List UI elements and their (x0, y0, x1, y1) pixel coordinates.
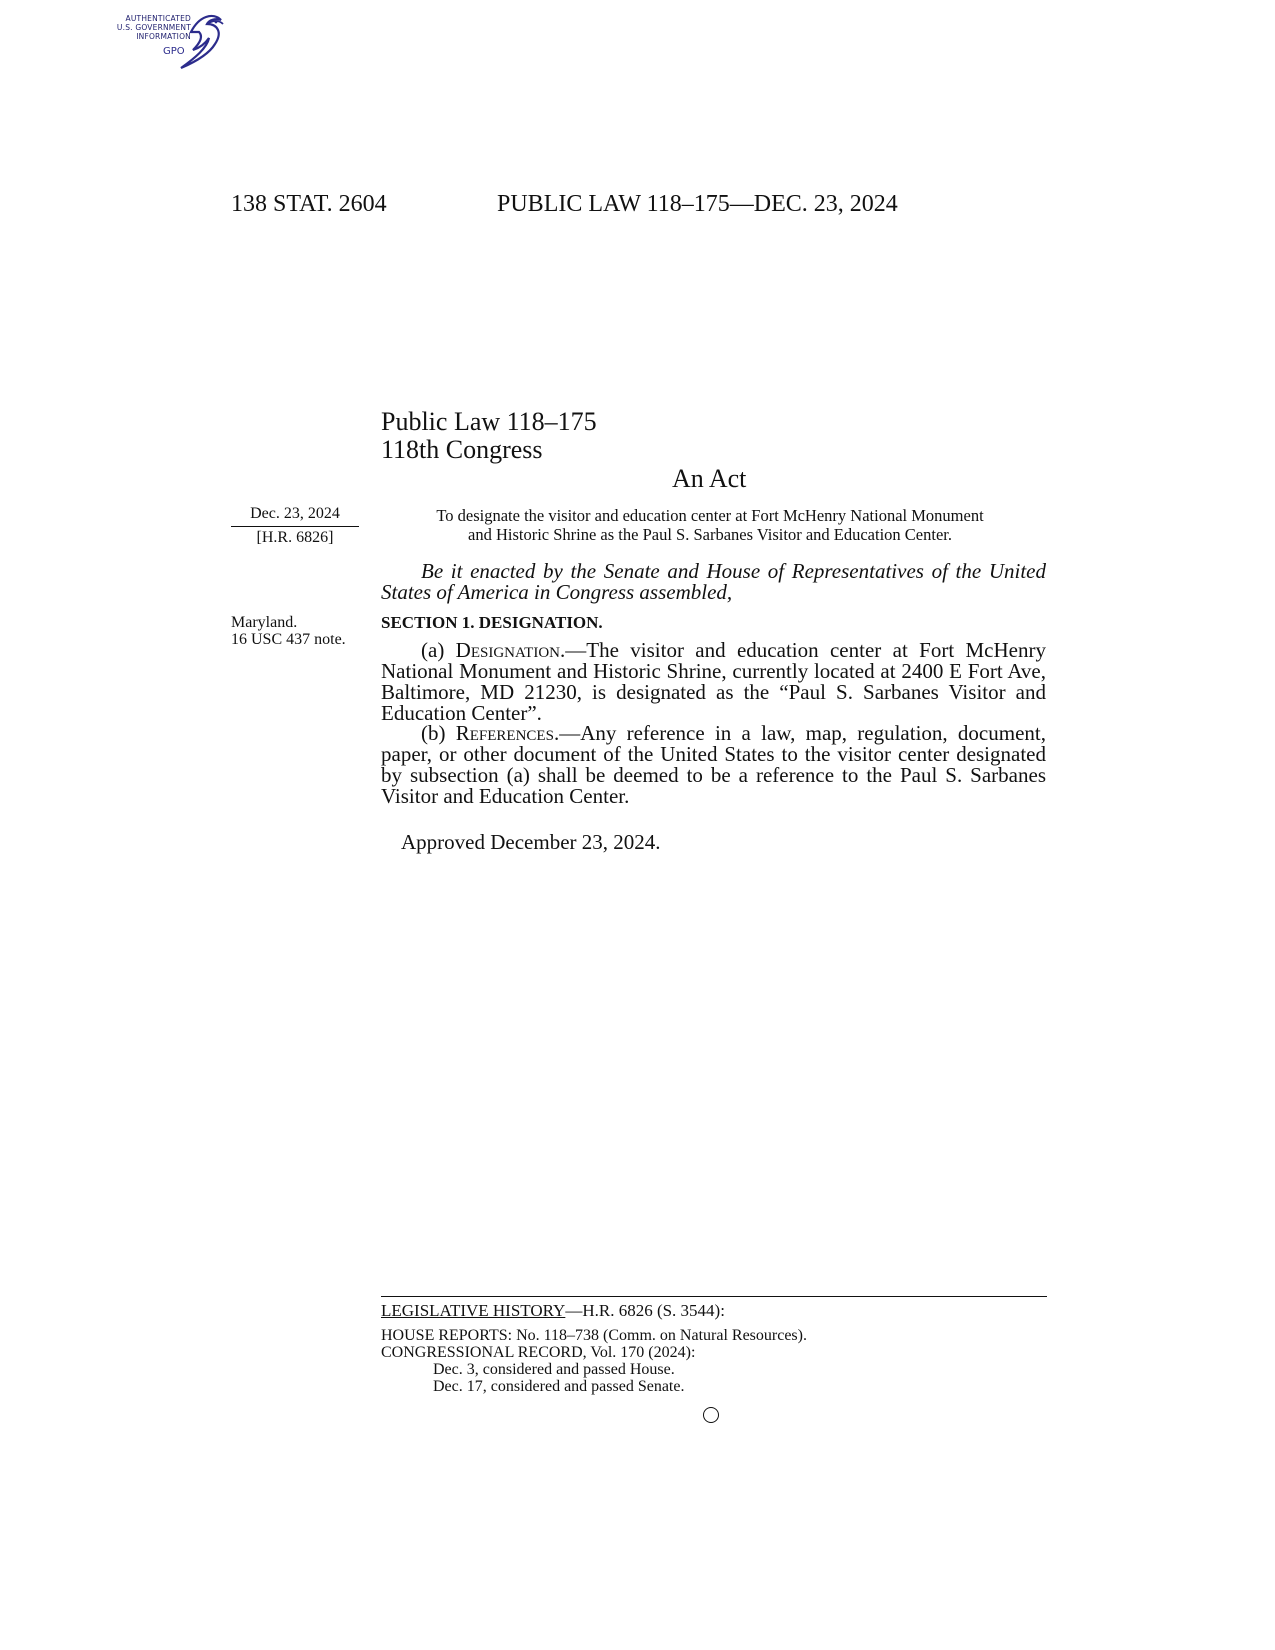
seal-text-gpo: GPO (163, 46, 185, 57)
legislative-history-label: LEGISLATIVE HISTORY (381, 1301, 566, 1320)
margin-divider (231, 526, 359, 527)
subsection-a-text: .—The visitor and education center at Fort McHenry National Monument and Historic Shrine, currently located at 2400 E Fort Ave, Baltimore, MD 21230, is designated as the “Paul S. Sarbanes Visitor and Education Center”. (381, 638, 1046, 725)
record-entry: Dec. 3, considered and passed House. (433, 1361, 675, 1378)
legislative-history-rule (381, 1296, 1047, 1297)
subsection-b-label: (b) (421, 721, 456, 745)
margin-enactment-date: Dec. 23, 2024 (250, 505, 340, 522)
section-heading: SECTION 1. DESIGNATION. (381, 613, 603, 632)
record-entry: Dec. 17, considered and passed Senate. (433, 1378, 685, 1395)
statute-page-number: 138 STAT. 2604 (231, 191, 387, 217)
legislative-history-heading (381, 1301, 725, 1320)
subsection-b-text: .—Any reference in a law, map, regulation, document, paper, or other document of the United States to the visitor center designated by subsection (a) shall be deemed to be a reference to the Paul S. Sarbanes Visitor and Education Center. (381, 721, 1046, 808)
congress-number: 118th Congress (381, 435, 543, 464)
public-law-number: Public Law 118–175 (381, 407, 597, 436)
act-purpose (385, 506, 1035, 544)
house-reports: HOUSE REPORTS: No. 118–738 (Comm. on Natural Resources). (381, 1327, 807, 1344)
seal-text-information: INFORMATION (136, 32, 191, 41)
gpo-authentication-seal (95, 10, 235, 76)
seal-text-authenticated: AUTHENTICATED (125, 14, 191, 23)
approval-date: Approved December 23, 2024. (401, 830, 661, 854)
running-header-title: PUBLIC LAW 118–175—DEC. 23, 2024 (497, 191, 898, 217)
act-label: An Act (672, 464, 747, 493)
congressional-record: CONGRESSIONAL RECORD, Vol. 170 (2024): (381, 1344, 696, 1361)
seal-text-government: U.S. GOVERNMENT (116, 23, 191, 32)
end-mark-circle (703, 1407, 719, 1423)
eagle-icon (95, 10, 235, 76)
subsection-a-heading: Designation (455, 638, 560, 662)
subsection-b-heading: References (455, 721, 554, 745)
subsection-a (381, 640, 1046, 724)
margin-bill-number: [H.R. 6826] (256, 529, 334, 546)
subsection-a-label: (a) (421, 638, 456, 662)
legislative-history-bill: —H.R. 6826 (S. 3544): (565, 1301, 725, 1320)
purpose-line-2: and Historic Shrine as the Paul S. Sarbanes Visitor and Education Center. (468, 525, 952, 544)
margin-usc-note: 16 USC 437 note. (231, 631, 346, 648)
margin-state-note: Maryland. (231, 614, 298, 631)
purpose-line-1: To designate the visitor and education center at Fort McHenry National Monument (436, 506, 984, 525)
enacting-clause: Be it enacted by the Senate and House of Representatives of the United States of America in Congress assembled, (381, 559, 1046, 604)
subsection-b (381, 723, 1046, 807)
